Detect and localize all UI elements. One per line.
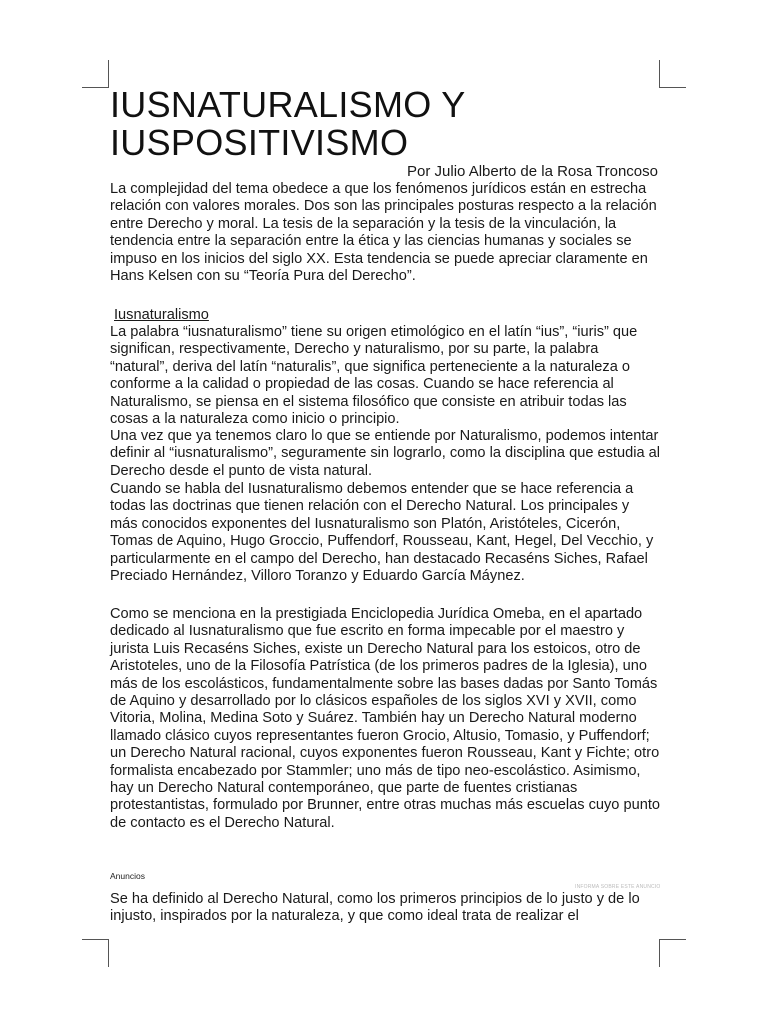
section-heading-label[interactable]: Iusnaturalismo [114, 307, 209, 323]
crop-mark-bottom-left [82, 939, 109, 940]
crop-mark-bottom-right [659, 939, 660, 967]
body-paragraph: Se ha definido al Derecho Natural, como los primeros principios de lo justo y de lo injusto, inspirados por la naturaleza, y que como ideal trata de realizar el [110, 891, 640, 925]
crop-mark-top-left [82, 87, 109, 88]
crop-mark-bottom-right [659, 939, 686, 940]
author-byline: Por Julio Alberto de la Rosa Troncoso [407, 163, 658, 180]
title-line-1: IUSNATURALISMO Y [110, 84, 466, 125]
section-heading[interactable] [110, 306, 209, 324]
body-paragraph: Cuando se habla del Iusnaturalismo debemos entender que se hace referencia a todas las doctrinas que tienen relación con el Derecho Natural. Los principales y más conocidos exponentes del Iusnaturalismo son Platón, Aristóteles, Cicerón, Tomas de Aquino, Hugo Groccio, Puffendorf, Rousseau, Kant, Hegel, Del Vecchio, y particularmente en el campo del Derecho, han destacado Recaséns Siches, Rafael Preciado Hernández, Villoro Toranzo y Eduardo García Máynez. [110, 481, 654, 585]
document-title [110, 86, 630, 162]
title-line-2: IUSPOSITIVISMO [110, 122, 409, 163]
body-paragraph: Una vez que ya tenemos claro lo que se entiende por Naturalismo, podemos intentar definir al “iusnaturalismo”, seguramente sin lograrlo, como la disciplina que estudia al Derecho desde el punto de vista natural. [110, 428, 660, 479]
report-ad-link[interactable]: INFORMA SOBRE ESTE ANUNCIO [575, 884, 661, 890]
intro-paragraph: La complejidad del tema obedece a que los fenómenos jurídicos están en estrecha relación con valores morales. Dos son las principales posturas respecto a la relación entre Derecho y moral. La tesis de la separación y la tesis de la vinculación, la tendencia entre la separación entre la ética y las ciencias humanas y sociales se impuso en los inicios del siglo XX. Esta tendencia se puede apreciar claramente en Hans Kelsen con su “Teoría Pura del Derecho”. [110, 181, 657, 285]
ads-label: Anuncios [110, 871, 145, 881]
crop-mark-top-right [659, 60, 660, 88]
crop-mark-bottom-left [108, 939, 109, 967]
body-paragraph: La palabra “iusnaturalismo” tiene su origen etimológico en el latín “ius”, “iuris” que significan, respectivamente, Derecho y naturalismo, por su parte, la palabra “natural”, deriva del latín “naturalis”, que significa perteneciente a la naturaleza o conforme a la calidad o propiedad de las cosas. Cuando se hace referencia al Naturalismo, se piensa en el sistema filosófico que consiste en atribuir todas las cosas a la naturaleza como inicio o principio. [110, 324, 638, 428]
body-paragraph: Como se menciona en la prestigiada Enciclopedia Jurídica Omeba, en el apartado dedicado al Iusnaturalismo que fue escrito en forma impecable por el maestro y jurista Luis Recaséns Siches, existe un Derecho Natural para los estoicos, otro de Aristoteles, uno de la Filosofía Patrística (de los primeros padres de la Iglesia), uno más de los escolásticos, fundamentalmente sobre las bases dadas por Santo Tomás de Aquino y desarrollado por lo clásicos españoles de los siglos XVI y XVII, como Vitoria, Molina, Medina Soto y Suárez. También hay un Derecho Natural moderno llamado clásico cuyos representantes fueron Grocio, Altusio, Tomasio, y Puffendorf; un Derecho Natural racional, cuyos exponentes fueron Rousseau, Kant y Fichte; otro formalista encabezado por Stammler; uno más de tipo neo-escolástico. Asimismo, hay un Derecho Natural contemporáneo, que parte de fuentes cristianas protestantistas, formulado por Brunner, entre otras muchas más escuelas cuyo punto de contacto es el Derecho Natural. [110, 606, 660, 831]
crop-mark-top-left [108, 60, 109, 88]
crop-mark-top-right [659, 87, 686, 88]
